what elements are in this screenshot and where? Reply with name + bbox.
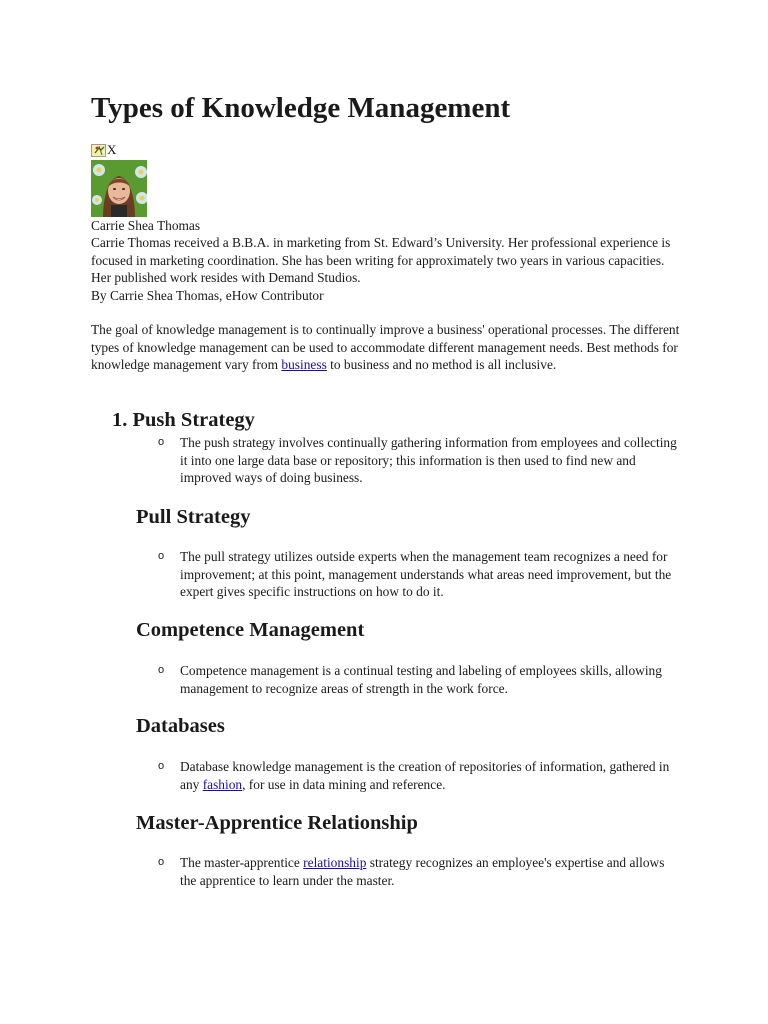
bullet-icon: o [158,856,165,868]
bullet-icon: o [158,550,165,562]
bullet-icon: o [158,664,165,676]
fashion-link[interactable]: fashion [202,776,243,792]
section-number: 1. [112,409,128,431]
intro-text-after-link: to business and no method is all inclusive. [326,357,557,372]
intro-text-before-link: The goal of knowledge management is to continually improve a business' operational processes. The different types of knowledge management can be used to accommodate different management needs. Best methods for knowledge management vary from [91,322,680,372]
master-text-before-link: The master-apprentice [180,855,304,870]
section-heading-pull-strategy: Pull Strategy [136,506,251,528]
broken-image-label: X [107,142,117,157]
databases-text-after-link: , for use in data mining and reference. [242,776,446,792]
master-text-after-link: strategy recognizes an employee's expertise and allows the apprentice to learn under the master. [180,855,665,888]
author-photo [91,160,147,217]
author-byline: By Carrie Shea Thomas, eHow Contributor [91,288,324,303]
bullet-icon: o [158,436,165,448]
author-name: Carrie Shea Thomas [91,218,201,233]
bullet-icon: o [158,760,165,772]
broken-image-icon [91,144,106,157]
business-link[interactable]: business [281,357,327,372]
author-bio: Carrie Thomas received a B.B.A. in marketing from St. Edward’s University. Her professional experience is focused in marketing coordination. She has been writing for approximately two years in various capacities. Her published work resides with Demand Studios. [91,235,671,285]
section-heading-competence-management: Competence Management [136,619,365,641]
list-item-text [180,854,680,889]
list-item-text: The pull strategy utilizes outside experts when the management team recognizes a need for improvement; at this point, management understands what areas need improvement, but the expert gives specific instructions on how to do it. [180,549,672,599]
databases-text-before-link: Database knowledge management is the creation of repositories of information, gathered in any [180,759,670,792]
page-title: Types of Knowledge Management [91,92,511,124]
list-item-text: Competence management is a continual testing and labeling of employees skills, allowing management to recognize areas of strength in the work force. [180,663,662,696]
broken-image-placeholder [91,142,116,158]
intro-paragraph [91,321,681,374]
section-heading-push-strategy [112,407,255,433]
relationship-link[interactable]: relationship [303,855,367,870]
list-item-text [180,758,680,793]
section-heading-text: Push Strategy [132,409,255,431]
list-item-text: The push strategy involves continually gathering information from employees and collecting it into one large data base or repository; this information is then used to find new and improved ways of doing business. [180,435,677,485]
section-heading-databases: Databases [136,715,225,737]
section-heading-master-apprentice: Master-Apprentice Relationship [136,812,418,834]
